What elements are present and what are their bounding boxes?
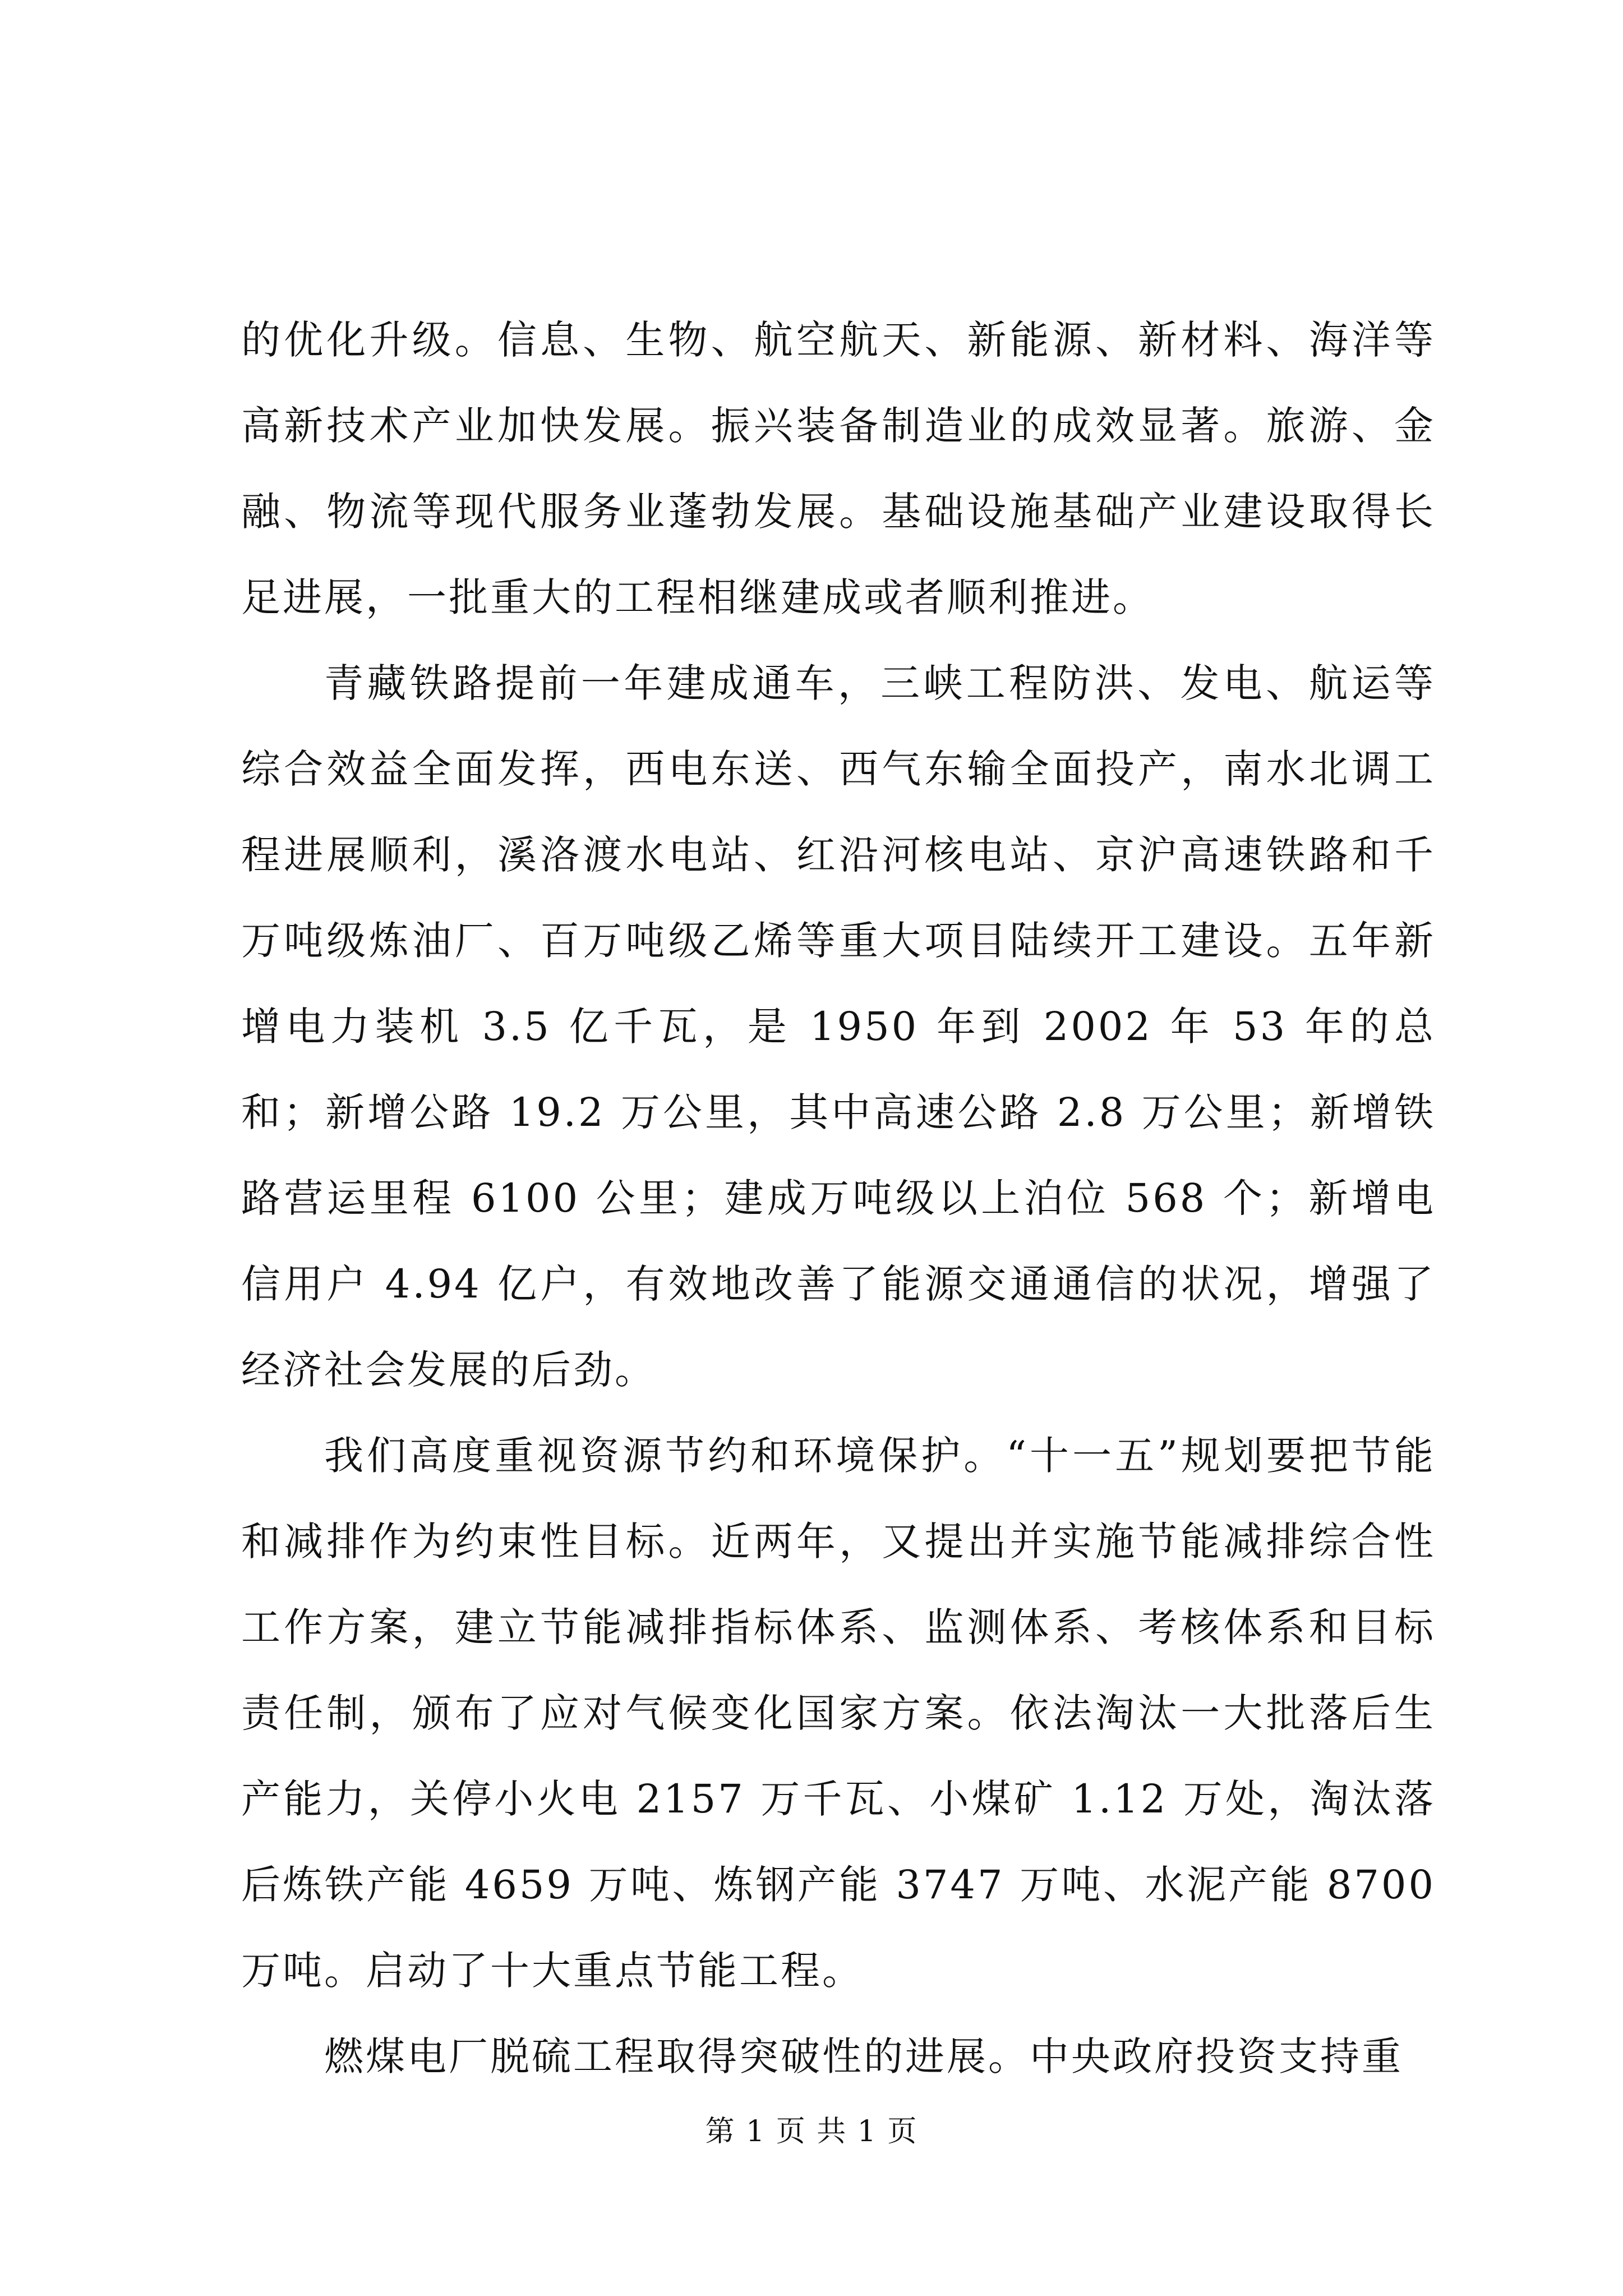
page-footer: 第 1 页 共 1 页 xyxy=(705,2115,918,2148)
paragraph-2: 青藏铁路提前一年建成通车，三峡工程防洪、发电、航运等综合效益全面发挥，西电东送、西气东输全面投产，南水北调工程进展顺利，溪洛渡水电站、红沿河核电站、京沪高速铁路和千万吨级炼油厂、百万吨级乙烯等重大项目陆续开工建设。五年新增电力装机 3.5 亿千瓦，是 1950 年到 2002 年 53 年的总和；新增公路 19.2 万公里，其中高速公路 2.8 万公里；新增铁路营运里程 6100 公里；建成万吨级以上泊位 568 个；新增电信用户 4.94 亿户，有效地改善了能源交通通信的状况，增强了经济社会发展的后劲。 xyxy=(241,660,1436,1393)
paragraph-1: 的优化升级。信息、生物、航空航天、新能源、新材料、海洋等高新技术产业加快发展。振兴装备制造业的成效显著。旅游、金融、物流等现代服务业蓬勃发展。基础设施基础产业建设取得长足进展，一批重大的工程相继建成或者顺利推进。 xyxy=(241,317,1436,620)
paragraph-3: 我们高度重视资源节约和环境保护。“十一五”规划要把节能和减排作为约束性目标。近两年，又提出并实施节能减排综合性工作方案，建立节能减排指标体系、监测体系、考核体系和目标责任制，颁布了应对气候变化国家方案。依法淘汰一大批落后生产能力，关停小火电 2157 万千瓦、小煤矿 1.12 万处，淘汰落后炼铁产能 4659 万吨、炼钢产能 3747 万吨、水泥产能 8700 万吨。启动了十大重点节能工程。 xyxy=(241,1433,1436,1994)
document-body xyxy=(241,297,1436,2100)
paragraph-4: 燃煤电厂脱硫工程取得突破性的进展。中央政府投资支持重 xyxy=(324,2033,1403,2079)
